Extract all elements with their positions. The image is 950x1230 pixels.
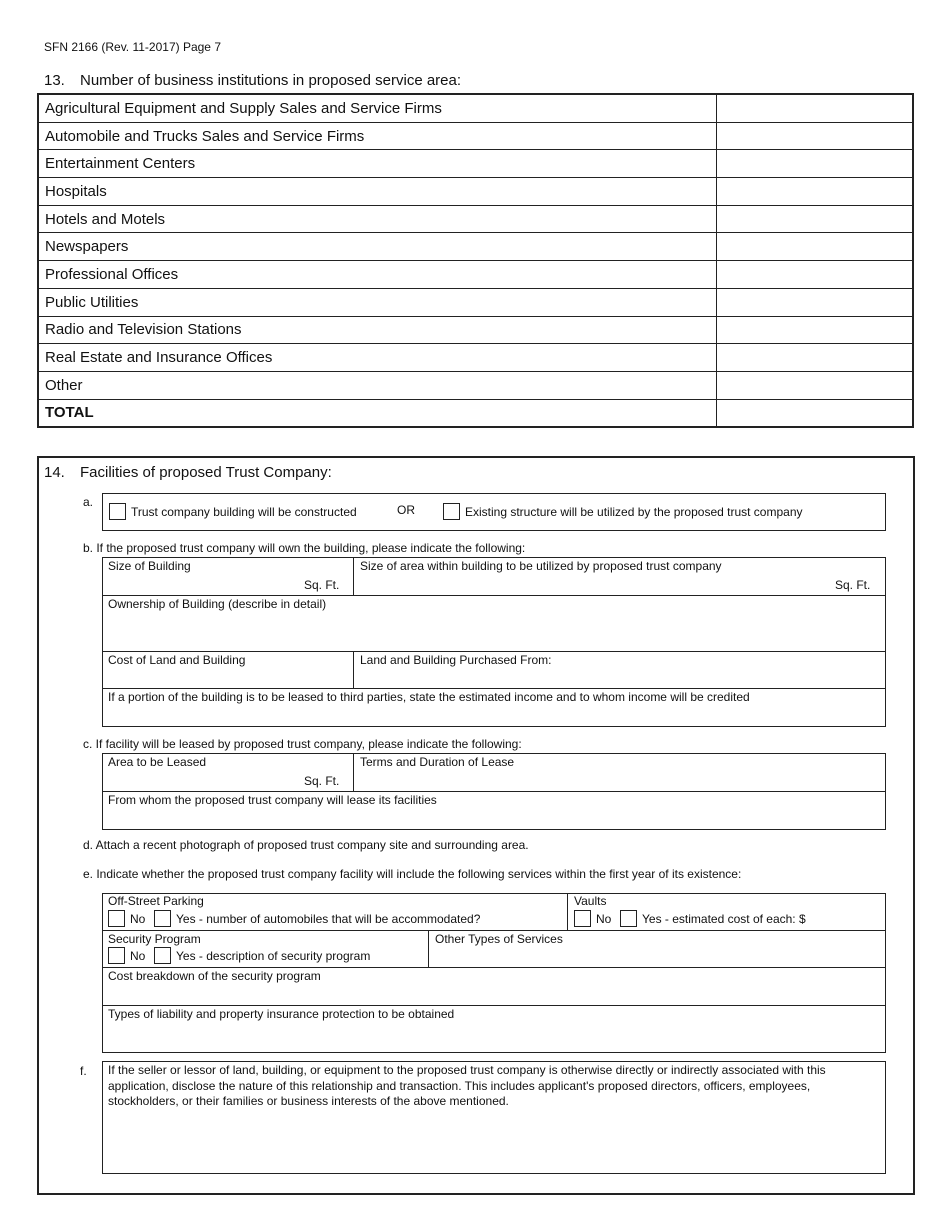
divider [353,753,354,791]
row-label: Agricultural Equipment and Supply Sales and Service Firms [38,94,717,122]
total-field[interactable] [717,399,914,427]
portion-leased-field[interactable] [104,706,882,724]
ownership-field[interactable] [104,613,882,649]
lease-from-label: From whom the proposed trust company will lease its facilities [108,793,437,807]
q14f-letter: f. [80,1064,87,1078]
table-row [38,178,913,206]
vaults-no-checkbox[interactable] [574,910,591,927]
construct-checkbox[interactable] [109,503,126,520]
security-label: Security Program [108,932,201,946]
area-sqft-unit: Sq. Ft. [835,578,871,592]
q14f-text: If the seller or lessor of land, building, or equipment to the proposed trust company is otherwise directly or indirectly associated with this application, disclose the nature of this relationship and transaction. This includes applicant's proposed directors, officers, employees, stockholders, or their families or business interests of the above mentioned. [108,1063,826,1108]
divider [102,1005,886,1006]
ownership-label: Ownership of Building (describe in detail) [108,597,327,611]
area-utilized-label: Size of area within building to be utilized by proposed trust company [360,559,722,573]
parking-yes-label: Yes - number of automobiles that will be accommodated? [176,912,481,926]
table-row [38,371,913,399]
row-label: Hospitals [38,178,717,206]
table-row [38,316,913,344]
or-label: OR [397,503,415,517]
divider [353,651,354,688]
cost-breakdown-field[interactable] [104,985,882,1003]
parking-yes-checkbox[interactable] [154,910,171,927]
existing-structure-checkbox[interactable] [443,503,460,520]
table-row [38,288,913,316]
table-row [38,205,913,233]
count-field[interactable] [717,205,914,233]
row-label: Other [38,371,717,399]
other-services-field[interactable] [431,948,882,965]
divider [102,967,886,968]
q14-title [44,464,332,481]
row-label: Real Estate and Insurance Offices [38,344,717,372]
purchased-from-field[interactable] [356,669,882,686]
parking-label: Off-Street Parking [108,894,204,908]
divider [567,893,568,930]
count-field[interactable] [717,316,914,344]
cost-field[interactable] [104,669,350,686]
count-field[interactable] [717,150,914,178]
area-leased-field[interactable] [104,770,300,789]
table-row [38,233,913,261]
row-label: Entertainment Centers [38,150,717,178]
portion-leased-label: If a portion of the building is to be leased to third parties, state the estimated income and to whom income will be credited [108,690,750,704]
cost-breakdown-label: Cost breakdown of the security program [108,969,321,983]
divider [428,930,429,967]
q14b-intro: b. If the proposed trust company will own the building, please indicate the following: [83,541,526,555]
relationship-disclosure-field[interactable] [104,1112,882,1170]
count-field[interactable] [717,122,914,150]
row-label: Public Utilities [38,288,717,316]
construct-label: Trust company building will be constructed [131,505,357,519]
total-row [38,399,913,427]
row-label: Professional Offices [38,261,717,289]
count-field[interactable] [717,371,914,399]
insurance-field[interactable] [104,1023,882,1049]
business-institutions-table [37,93,914,428]
q14d-text: d. Attach a recent photograph of proposed trust company site and surrounding area. [83,838,529,852]
divider [102,651,886,652]
size-of-building-label: Size of Building [108,559,191,573]
leased-sqft-unit: Sq. Ft. [304,774,340,788]
security-yes-label: Yes - description of security program [176,949,371,963]
q13-number: 13. [44,72,65,89]
count-field[interactable] [717,233,914,261]
total-label: TOTAL [38,399,717,427]
divider [102,688,886,689]
q14e-intro: e. Indicate whether the proposed trust company facility will include the following services within the first year of its existence: [83,867,742,881]
security-no-label: No [130,949,146,963]
size-sqft-unit: Sq. Ft. [304,578,340,592]
divider [102,930,886,931]
insurance-label: Types of liability and property insurance protection to be obtained [108,1007,455,1021]
row-label: Automobile and Trucks Sales and Service Firms [38,122,717,150]
purchased-from-label: Land and Building Purchased From: [360,653,552,667]
count-field[interactable] [717,288,914,316]
count-field[interactable] [717,94,914,122]
table-row [38,94,913,122]
parking-no-label: No [130,912,146,926]
divider [102,595,886,596]
form-id: SFN 2166 (Rev. 11-2017) Page 7 [44,40,221,54]
existing-structure-label: Existing structure will be utilized by the proposed trust company [465,505,803,519]
vault-cost-field[interactable] [820,910,882,927]
q14c-intro: c. If facility will be leased by proposed trust company, please indicate the following: [83,737,522,751]
vaults-no-label: No [596,912,612,926]
row-label: Hotels and Motels [38,205,717,233]
row-label: Newspapers [38,233,717,261]
area-leased-label: Area to be Leased [108,755,207,769]
security-yes-checkbox[interactable] [154,947,171,964]
lease-from-field[interactable] [104,809,882,827]
table-row [38,261,913,289]
table-row [38,344,913,372]
q14a-letter: a. [83,495,94,509]
vaults-yes-label: Yes - estimated cost of each: $ [642,912,806,926]
row-label: Radio and Television Stations [38,316,717,344]
parking-no-checkbox[interactable] [108,910,125,927]
count-field[interactable] [717,261,914,289]
table-row [38,122,913,150]
cost-label: Cost of Land and Building [108,653,246,667]
size-of-building-field[interactable] [104,572,300,593]
lease-terms-label: Terms and Duration of Lease [360,755,515,769]
count-field[interactable] [717,344,914,372]
vaults-label: Vaults [574,894,607,908]
q14-title-text: Facilities of proposed Trust Company: [80,464,332,481]
q14-number: 14. [44,464,65,481]
q13-title [44,72,461,89]
other-services-label: Other Types of Services [435,932,563,946]
count-field[interactable] [717,178,914,206]
q13-title-text: Number of business institutions in proposed service area: [80,72,462,89]
divider [353,557,354,595]
vaults-yes-checkbox[interactable] [620,910,637,927]
divider [102,791,886,792]
table-row [38,150,913,178]
area-utilized-field[interactable] [356,574,826,593]
lease-terms-field[interactable] [356,770,882,789]
security-no-checkbox[interactable] [108,947,125,964]
